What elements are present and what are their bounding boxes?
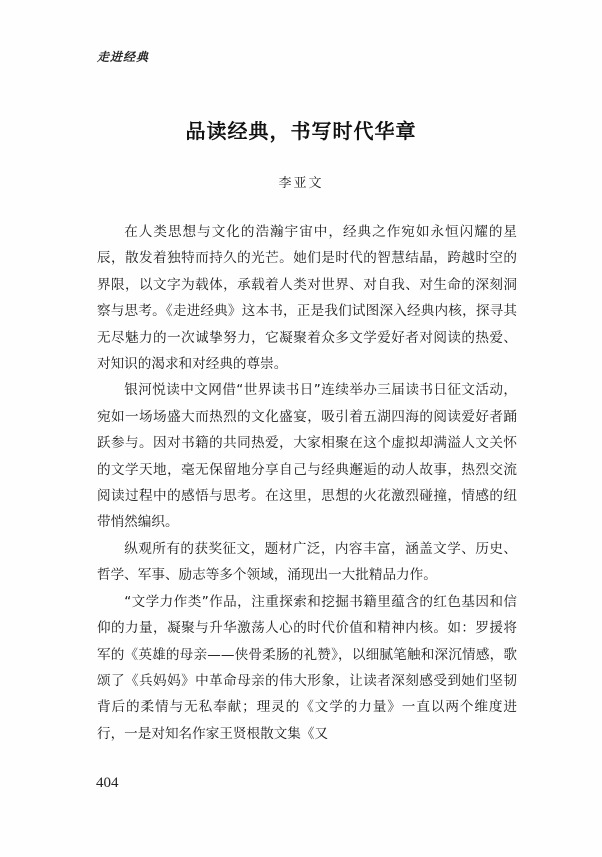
paragraph: 银河悦读中文网借“世界读书日”连续举办三届读书日征文活动，宛如一场场盛大而热烈的文化盛宴，吸引着五湖四海的阅读爱好者踊跃参与。因对书籍的共同热爱，大家相聚在这个虚拟却满溢人文关怀的文学天地，毫无保留地分享自己与经典邂逅的动人故事，热烈交流阅读过程中的感悟与思考。在这里，思想的火花激烈碰撞，情感的纽带悄然编织。 [97,382,517,531]
article-title: 品读经典，书写时代华章 [185,119,417,143]
running-header: 走进经典 [97,50,150,64]
article-author: 李亚文 [278,176,324,191]
article-body [97,219,517,747]
paragraph: 在人类思想与文化的浩瀚宇宙中，经典之作宛如永恒闪耀的星辰，散发着独特而持久的光芒。她们是时代的智慧结晶，跨越时空的界限，以文字为载体，承载着人类对世界、对自我、对生命的深刻洞察与思考。《走进经典》这本书，正是我们试图深入经典内核，探寻其无尽魅力的一次诚挚努力，它凝聚着众多文学爱好者对阅读的热爱、对知识的渴求和对经典的尊崇。 [97,224,517,373]
paragraph: 纵观所有的获奖征文，题材广泛，内容丰富，涵盖文学、历史、哲学、军事、励志等多个领域，涌现出一大批精品力作。 [97,540,517,584]
paragraph: “文学力作类”作品，注重探索和挖掘书籍里蕴含的红色基因和信仰的力量，凝聚与升华激荡人心的时代价值和精神内核。如：罗援将军的《英雄的母亲——侠骨柔肠的礼赞》，以细腻笔触和深沉情感，歌颂了《兵妈妈》中革命母亲的伟大形象，让读者深刻感受到她们坚韧背后的柔情与无私奉献；理灵的《文学的力量》一直以两个维度进行，一是对知名作家王贤根散文集《又 [97,593,517,742]
page-number: 404 [96,775,119,791]
